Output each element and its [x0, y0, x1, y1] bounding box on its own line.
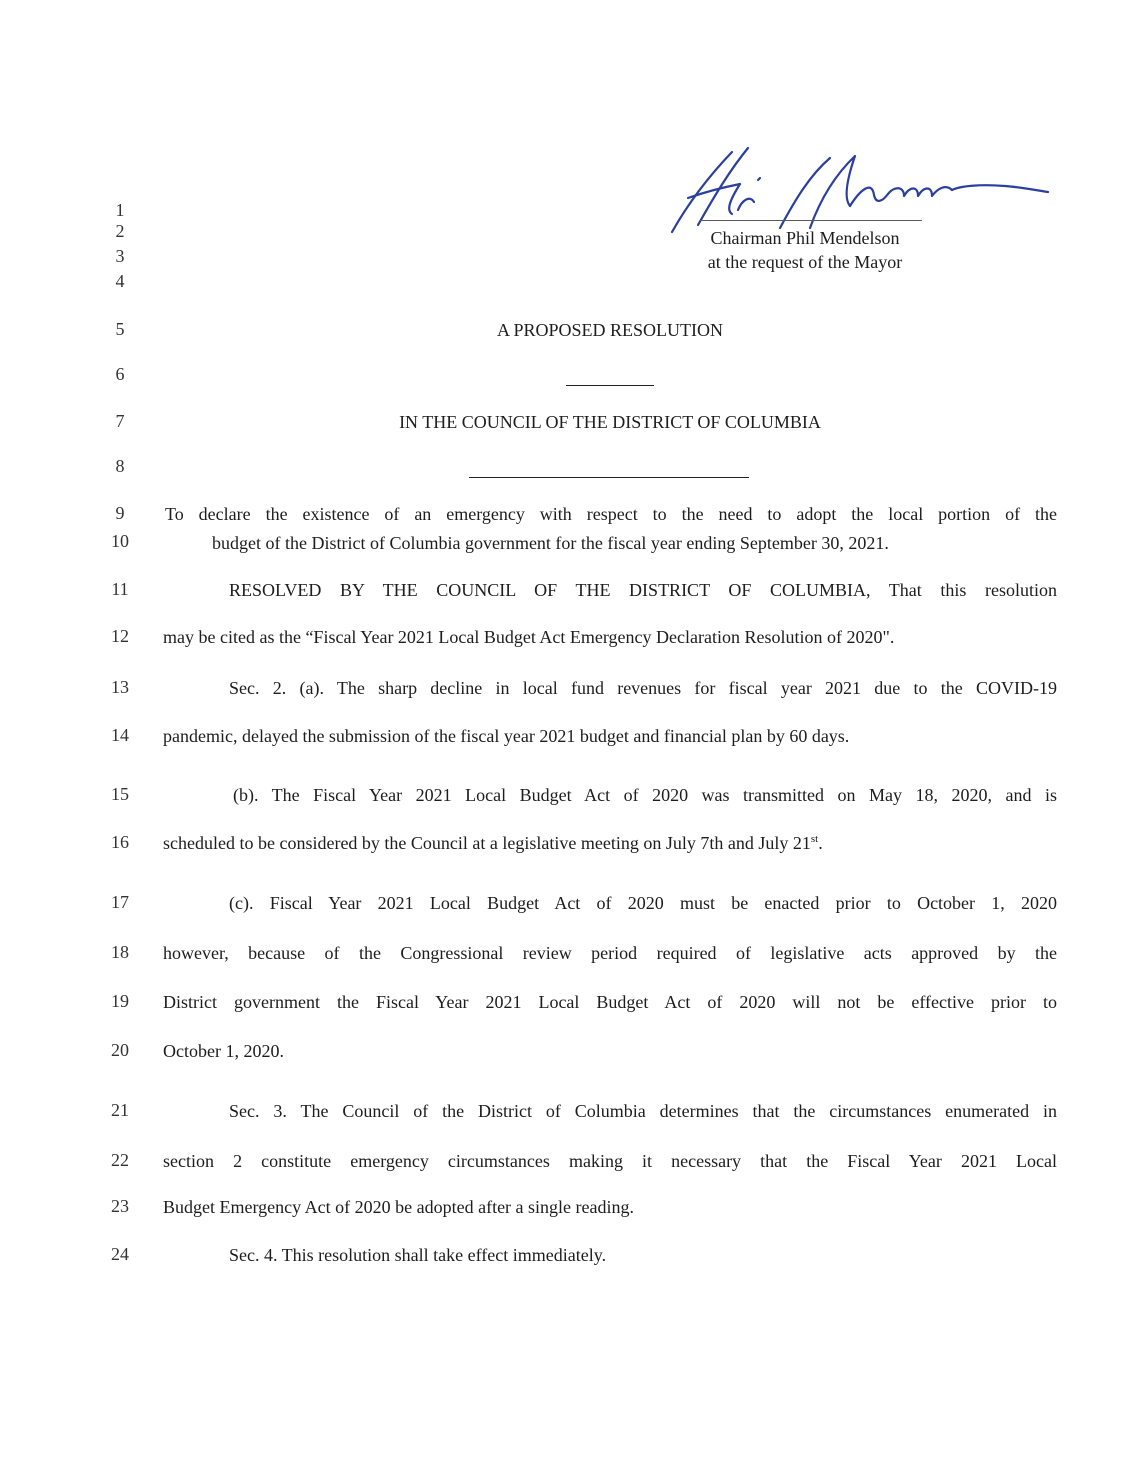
- handwritten-signature: [660, 140, 1050, 240]
- body-line-11: RESOLVED BY THE COUNCIL OF THE DISTRICT OF COLUMBIA, That this resolution: [229, 580, 1057, 600]
- sponsor-name: Chairman Phil Mendelson: [710, 228, 900, 248]
- signature-underline: [700, 220, 922, 221]
- sponsor-request: at the request of the Mayor: [707, 252, 903, 272]
- line-number: 13: [111, 677, 129, 697]
- body-line-13: Sec. 2. (a). The sharp decline in local fund revenues for fiscal year 2021 due to the COVID-19: [229, 678, 1057, 698]
- body-line-23: Budget Emergency Act of 2020 be adopted after a single reading.: [163, 1197, 635, 1217]
- line-number: 19: [111, 991, 129, 1011]
- line-number: 10: [111, 531, 129, 551]
- body-line-24: Sec. 4. This resolution shall take effect immediately.: [229, 1245, 607, 1265]
- body-line-17: (c). Fiscal Year 2021 Local Budget Act of 2020 must be enacted prior to October 1, 2020: [229, 893, 1057, 913]
- body-line-22: section 2 constitute emergency circumstances making it necessary that the Fiscal Year 2021 Local: [163, 1151, 1057, 1171]
- line-number: 1: [115, 200, 125, 220]
- line-number: 4: [115, 271, 125, 291]
- line-number: 21: [111, 1100, 129, 1120]
- body-line-20: October 1, 2020.: [163, 1041, 284, 1061]
- document-title: A PROPOSED RESOLUTION: [496, 320, 724, 340]
- line-number: 17: [111, 892, 129, 912]
- line-number: 15: [111, 784, 129, 804]
- body-line-16: [163, 832, 823, 854]
- body-line-12: may be cited as the “Fiscal Year 2021 Local Budget Act Emergency Declaration Resolution of 2020".: [163, 627, 895, 647]
- line-number: 16: [111, 832, 129, 852]
- line-number: 7: [115, 411, 125, 431]
- body-line-19: District government the Fiscal Year 2021 Local Budget Act of 2020 will not be effective prior to: [163, 992, 1057, 1012]
- body-line-21: Sec. 3. The Council of the District of Columbia determines that the circumstances enumerated in: [229, 1101, 1057, 1121]
- line-number: 5: [115, 319, 125, 339]
- line-number: 18: [111, 942, 129, 962]
- line-number: 9: [115, 503, 125, 523]
- ordinal-suffix: st: [810, 833, 819, 845]
- line-number: 2: [115, 221, 125, 241]
- body-line-18: however, because of the Congressional review period required of legislative acts approved by the: [163, 943, 1057, 963]
- line-number: 12: [111, 626, 129, 646]
- purpose-line-1: To declare the existence of an emergency with respect to the need to adopt the local portion of the: [165, 504, 1057, 524]
- line-number: 14: [111, 725, 129, 745]
- line-number: 23: [111, 1196, 129, 1216]
- body-line-16-text: scheduled to be considered by the Council at a legislative meeting on July 7th and July 21: [163, 833, 811, 853]
- body-line-15: (b). The Fiscal Year 2021 Local Budget Act of 2020 was transmitted on May 18, 2020, and is: [233, 785, 1057, 805]
- body-line-16-end: .: [818, 833, 823, 853]
- council-divider: [469, 477, 749, 478]
- line-number: 20: [111, 1040, 129, 1060]
- line-number: 8: [115, 456, 125, 476]
- line-number: 22: [111, 1150, 129, 1170]
- title-divider: [566, 385, 654, 386]
- line-number: 24: [111, 1244, 129, 1264]
- body-line-14: pandemic, delayed the submission of the fiscal year 2021 budget and financial plan by 60 days.: [163, 726, 850, 746]
- council-heading: IN THE COUNCIL OF THE DISTRICT OF COLUMBIA: [399, 412, 821, 432]
- line-number: 11: [111, 579, 129, 599]
- line-number: 6: [115, 364, 125, 384]
- purpose-line-2: budget of the District of Columbia government for the fiscal year ending September 30, 2021.: [212, 533, 889, 553]
- line-number: 3: [115, 246, 125, 266]
